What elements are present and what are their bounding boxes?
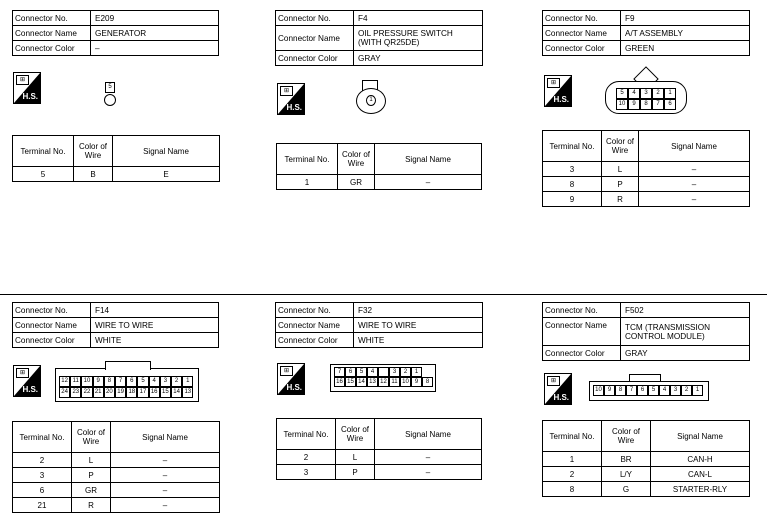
connector-color-label: Connector Color	[543, 346, 621, 361]
terminal-no-header: Terminal No.	[543, 131, 602, 162]
pin: 6	[126, 376, 137, 387]
terminal-no-header: Terminal No.	[13, 136, 74, 167]
pin: 10	[616, 99, 628, 110]
pin-grid	[616, 88, 676, 110]
connector-info-table	[12, 302, 219, 348]
harness-side-icon: ⊞ H.S.	[13, 72, 41, 104]
pin: 3	[389, 367, 400, 377]
harness-side-icon: ⊞ H.S.	[544, 75, 572, 107]
terminal-table-f4-wrap	[276, 143, 482, 190]
terminal-no-header: Terminal No.	[543, 421, 602, 452]
pin-grid	[59, 376, 195, 398]
table-row: 1 BR CAN-H	[543, 452, 750, 467]
connector-panel-f32	[275, 302, 483, 348]
pin: 14	[356, 377, 367, 387]
pin: 5	[356, 367, 367, 377]
pin: 10	[400, 377, 411, 387]
pin: 6	[345, 367, 356, 377]
color-of-wire-header: Color of Wire	[72, 422, 111, 453]
connector-diagram-f14	[55, 358, 200, 402]
pin: 19	[115, 387, 126, 398]
connector-info-table	[275, 302, 483, 348]
pin: 2	[400, 367, 411, 377]
pin: 10	[81, 376, 92, 387]
connector-info-table	[542, 10, 750, 56]
pin: 17	[137, 387, 148, 398]
connector-color-label: Connector Color	[13, 41, 91, 56]
pin: 21	[93, 387, 104, 398]
harness-side-icon: ⊞ H.S.	[277, 83, 305, 115]
pin: 2	[652, 88, 664, 99]
pin: 11	[389, 377, 400, 387]
signal-name-header: Signal Name	[651, 421, 750, 452]
terminal-table-f14-wrap	[12, 421, 220, 513]
pin: 11	[70, 376, 81, 387]
terminal-table-f9-wrap	[542, 130, 750, 207]
pin: 14	[171, 387, 182, 398]
connector-name-label: Connector Name	[13, 318, 91, 333]
pin: 12	[378, 377, 389, 387]
terminal-no-header: Terminal No.	[13, 422, 72, 453]
connector-no-value: F4	[354, 11, 483, 26]
connector-panel-e209	[12, 10, 219, 56]
pin: 23	[70, 387, 81, 398]
pin: 1	[182, 376, 193, 387]
connector-info-table	[12, 10, 219, 56]
pin: 8	[615, 385, 626, 396]
pin: 3	[670, 385, 681, 396]
color-of-wire-header: Color of Wire	[74, 136, 113, 167]
pin: 7	[115, 376, 126, 387]
pin: 7	[334, 367, 345, 377]
color-of-wire-header: Color of Wire	[336, 419, 375, 450]
connector-ring	[104, 94, 116, 106]
pin: 4	[628, 88, 640, 99]
terminal-table	[12, 421, 220, 513]
pin: 4	[367, 367, 378, 377]
signal-name-header: Signal Name	[639, 131, 750, 162]
pin: 22	[81, 387, 92, 398]
pin: 15	[345, 377, 356, 387]
connector-name-label: Connector Name	[13, 26, 91, 41]
harness-side-icon: ⊞ H.S.	[13, 365, 41, 397]
signal-name-header: Signal Name	[375, 144, 482, 175]
connector-name-value: WIRE TO WIRE	[91, 318, 219, 333]
connector-color-label: Connector Color	[276, 51, 354, 66]
pin: 24	[59, 387, 70, 398]
pin: 15	[160, 387, 171, 398]
connector-diagram-f4	[356, 80, 392, 114]
terminal-table	[542, 130, 750, 207]
pin: 18	[126, 387, 137, 398]
signal-name-header: Signal Name	[375, 419, 482, 450]
connector-no-label: Connector No.	[276, 11, 354, 26]
table-row: 3 P –	[277, 465, 482, 480]
terminal-table-f502-wrap	[542, 420, 750, 497]
connector-name-label: Connector Name	[276, 26, 354, 51]
pin: 5	[648, 385, 659, 396]
pin: 4	[659, 385, 670, 396]
pin: 20	[104, 387, 115, 398]
pin: 4	[149, 376, 160, 387]
table-row: 6 GR –	[13, 483, 220, 498]
connector-name-value: GENERATOR	[91, 26, 219, 41]
pin-grid	[334, 367, 434, 389]
table-row: 3 P –	[13, 468, 220, 483]
pin: 1	[692, 385, 703, 396]
terminal-table	[276, 143, 482, 190]
connector-color-label: Connector Color	[13, 333, 91, 348]
pin: 8	[422, 377, 433, 387]
pin: 3	[640, 88, 652, 99]
section-divider	[0, 294, 767, 295]
connector-color-value: GREEN	[621, 41, 750, 56]
connector-diagram-f9	[605, 70, 687, 116]
color-of-wire-header: Color of Wire	[602, 131, 639, 162]
connector-name-label: Connector Name	[543, 318, 621, 346]
pin: 3	[160, 376, 171, 387]
pin: 1	[411, 367, 422, 377]
connector-no-value: F9	[621, 11, 750, 26]
table-row: 8 G STARTER-RLY	[543, 482, 750, 497]
harness-side-icon: ⊞ H.S.	[544, 373, 572, 405]
pin: 13	[367, 377, 378, 387]
pin: 16	[334, 377, 345, 387]
connector-diagram-e209	[103, 82, 117, 108]
pin-grid	[593, 385, 705, 397]
pin: 8	[104, 376, 115, 387]
table-row: 8 P –	[543, 177, 750, 192]
connector-latch	[105, 361, 151, 370]
signal-name-header: Signal Name	[113, 136, 220, 167]
pin: 9	[93, 376, 104, 387]
connector-no-label: Connector No.	[543, 11, 621, 26]
pin: 10	[593, 385, 604, 396]
connector-diagram-f32	[330, 364, 438, 392]
pin: 13	[182, 387, 193, 398]
terminal-table	[276, 418, 482, 480]
pin: 5	[137, 376, 148, 387]
table-row: 2 L/Y CAN-L	[543, 467, 750, 482]
pin: 2	[171, 376, 182, 387]
color-of-wire-header: Color of Wire	[338, 144, 375, 175]
pin: 12	[59, 376, 70, 387]
connector-name-label: Connector Name	[276, 318, 354, 333]
pin: 5	[105, 82, 115, 93]
connector-no-label: Connector No.	[13, 11, 91, 26]
connector-panel-f4	[275, 10, 483, 66]
table-row: 3 L –	[543, 162, 750, 177]
table-row: 2 L –	[13, 453, 220, 468]
connector-no-value: F32	[354, 303, 483, 318]
pin: 6	[664, 99, 676, 110]
pin: 7	[652, 99, 664, 110]
connector-color-label: Connector Color	[543, 41, 621, 56]
table-row: 21 R –	[13, 498, 220, 513]
connector-color-label: Connector Color	[276, 333, 354, 348]
terminal-table	[542, 420, 750, 497]
connector-panel-f502	[542, 302, 750, 361]
pin: 9	[604, 385, 615, 396]
connector-color-value: GRAY	[621, 346, 750, 361]
pin: 6	[637, 385, 648, 396]
terminal-no-header: Terminal No.	[277, 419, 336, 450]
pin: 8	[640, 99, 652, 110]
connector-no-value: F502	[621, 303, 750, 318]
connector-name-value: OIL PRESSURE SWITCH (WITH QR25DE)	[354, 26, 483, 51]
signal-name-header: Signal Name	[111, 422, 220, 453]
connector-info-table	[275, 10, 483, 66]
terminal-table-f32-wrap	[276, 418, 482, 480]
connector-name-value: WIRE TO WIRE	[354, 318, 483, 333]
connector-no-label: Connector No.	[543, 303, 621, 318]
connector-name-label: Connector Name	[543, 26, 621, 41]
pin: 16	[149, 387, 160, 398]
harness-side-icon: ⊞ H.S.	[277, 363, 305, 395]
connector-info-table	[542, 302, 750, 361]
color-of-wire-header: Color of Wire	[602, 421, 651, 452]
connector-color-value: WHITE	[91, 333, 219, 348]
terminal-table-e209-wrap	[12, 135, 220, 182]
pin: 5	[616, 88, 628, 99]
connector-panel-f9	[542, 10, 750, 56]
pin: 7	[626, 385, 637, 396]
pin: 1	[366, 95, 376, 106]
connector-color-value: WHITE	[354, 333, 483, 348]
table-row: 9 R –	[543, 192, 750, 207]
connector-no-label: Connector No.	[276, 303, 354, 318]
table-row: 1 GR –	[277, 175, 482, 190]
pin: 2	[681, 385, 692, 396]
connector-name-value: A/T ASSEMBLY	[621, 26, 750, 41]
connector-name-value: TCM (TRANSMISSION CONTROL MODULE)	[621, 318, 750, 346]
pin-blank	[378, 367, 389, 377]
connector-no-value: E209	[91, 11, 219, 26]
pin: 1	[664, 88, 676, 99]
pin: 9	[628, 99, 640, 110]
connector-no-value: F14	[91, 303, 219, 318]
connector-color-value: –	[91, 41, 219, 56]
connector-color-value: GRAY	[354, 51, 483, 66]
connector-no-label: Connector No.	[13, 303, 91, 318]
terminal-table	[12, 135, 220, 182]
connector-panel-f14	[12, 302, 219, 348]
table-row: 5 B E	[13, 167, 220, 182]
table-row: 2 L –	[277, 450, 482, 465]
pin: 9	[411, 377, 422, 387]
connector-diagram-f502	[589, 374, 711, 402]
terminal-no-header: Terminal No.	[277, 144, 338, 175]
